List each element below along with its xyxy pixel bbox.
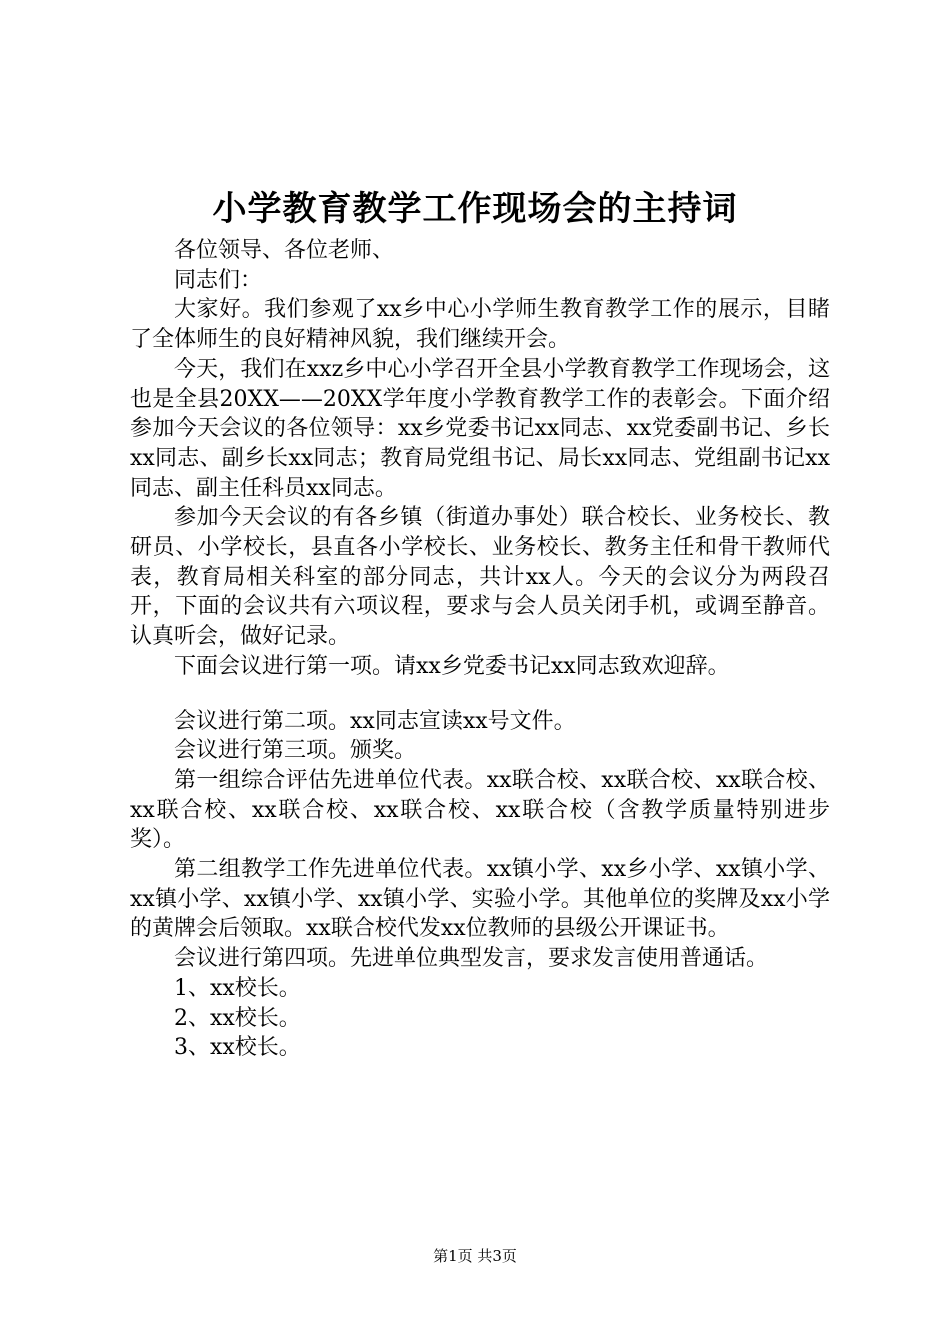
- paragraph-item-two: 会议进行第二项。xx同志宣读xx号文件。: [174, 708, 576, 734]
- paragraph-group-one: 第一组综合评估先进单位代表。xx联合校、xx联合校、xx联合校、xx联合校、xx联合校、xx联合校、xx联合校（含教学质量特别进步奖）。: [130, 767, 830, 853]
- paragraph-attendees: 参加今天会议的有各乡镇（街道办事处）联合校长、业务校长、教研员、小学校长，县直各小学校长、业务校长、教务主任和骨干教师代表，教育局相关科室的部分同志，共计xx人。今天的会议分为两段召开，下面的会议共有六项议程，要求与会人员关闭手机，或调至静音。认真听会，做好记录。: [130, 505, 830, 650]
- paragraph-salutation-1: 各位领导、各位老师、: [174, 238, 395, 263]
- paragraph-item-four: 会议进行第四项。先进单位典型发言，要求发言使用普通话。: [174, 946, 769, 972]
- paragraph-group-two: 第二组教学工作先进单位代表。xx镇小学、xx乡小学、xx镇小学、xx镇小学、xx镇小学、xx镇小学、实验小学。其他单位的奖牌及xx小学的黄牌会后领取。xx联合校代发xx位教师的县级公开课证书。: [130, 857, 830, 942]
- page-footer: 第1页 共3页: [433, 1247, 517, 1265]
- list-item-speaker-1: 1、xx校长。: [174, 975, 301, 1001]
- paragraph-introduction: 今天，我们在xxz乡中心小学召开全县小学教育教学工作现场会，这也是全县20XX——20XX学年度小学教育教学工作的表彰会。下面介绍参加今天会议的各位领导：xx乡党委书记xx同志、xx党委副书记、乡长xx同志、副乡长xx同志；教育局党组书记、局长xx同志、党组副书记xx同志、副主任科员xx同志。: [130, 356, 830, 501]
- document-body: [130, 236, 830, 1063]
- paragraph-item-one: 下面会议进行第一项。请xx乡党委书记xx同志致欢迎辞。: [174, 653, 730, 679]
- paragraph-greeting: 大家好。我们参观了xx乡中心小学师生教育教学工作的展示，目睹了全体师生的良好精神风貌，我们继续开会。: [130, 297, 830, 353]
- paragraph-salutation-2: 同志们：: [174, 267, 263, 293]
- list-item-speaker-3: 3、xx校长。: [174, 1035, 301, 1061]
- list-item-speaker-2: 2、xx校长。: [174, 1005, 301, 1031]
- document-title: 小学教育教学工作现场会的主持词: [212, 189, 738, 229]
- paragraph-item-three: 会议进行第三项。颁奖。: [174, 738, 417, 764]
